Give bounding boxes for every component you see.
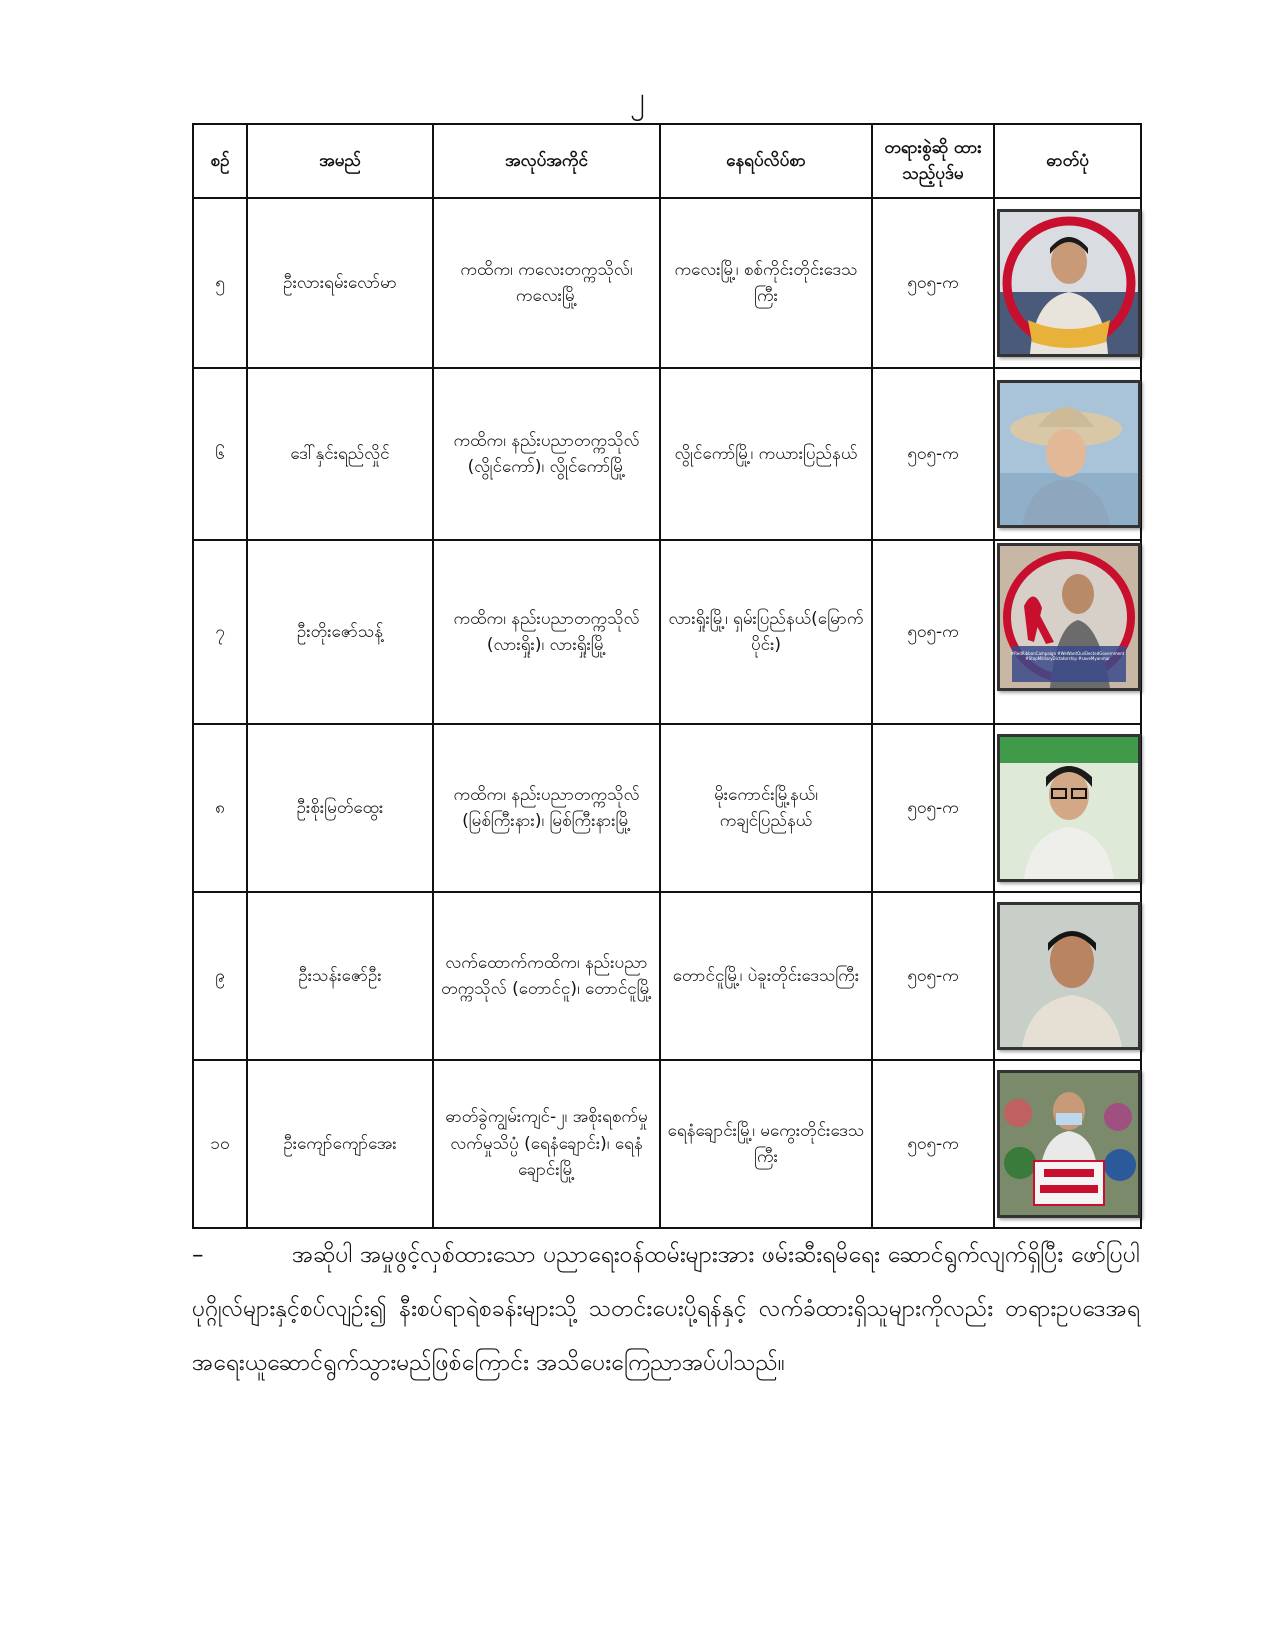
cell-name: ဦးလားရမ်းလော်မာ xyxy=(247,198,433,368)
cell-address: ရေနံချောင်းမြို့၊ မကွေးတိုင်းဒေသကြီး xyxy=(660,1060,872,1228)
table-row xyxy=(193,540,1141,724)
table-header-row xyxy=(193,124,1141,198)
wanted-staff-table xyxy=(192,123,1142,1229)
cell-charge: ၅၀၅-က xyxy=(872,724,994,892)
cell-serial: ၉ xyxy=(193,892,247,1060)
cell-address: တောင်ငူမြို့၊ ပဲခူးတိုင်းဒေသကြီး xyxy=(660,892,872,1060)
portrait-photo-icon xyxy=(997,902,1141,1050)
cell-serial: ၁၀ xyxy=(193,1060,247,1228)
cell-address: လွိုင်ကော်မြို့၊ ကယားပြည်နယ် xyxy=(660,368,872,540)
cell-address: မိုးကောင်းမြို့နယ်၊ ကချင်ပြည်နယ် xyxy=(660,724,872,892)
cell-occupation: လက်ထောက်ကထိက၊ နည်းပညာတက္ကသိုလ် (တောင်ငူ)၊ တောင်ငူမြို့ xyxy=(433,892,660,1060)
photo-caption: #RedRibbonCampaign #WeWantOurElectedGovernment #StopMilitaryDictatorship #saveMyanmar xyxy=(1010,651,1125,661)
paragraph-dash: – xyxy=(192,1242,204,1268)
header-occupation: အလုပ်အကိုင် xyxy=(433,124,660,198)
portrait-photo-icon xyxy=(997,734,1141,882)
cell-address: လားရှိုးမြို့၊ ရှမ်းပြည်နယ်(မြောက်ပိုင်း) xyxy=(660,540,872,724)
cell-photo xyxy=(994,540,1141,724)
cell-name: ဦးသန်းဇော်ဦး xyxy=(247,892,433,1060)
cell-photo xyxy=(994,724,1141,892)
header-address: နေရပ်လိပ်စာ xyxy=(660,124,872,198)
cell-serial: ၈ xyxy=(193,724,247,892)
page-number: ၂ xyxy=(630,81,645,116)
cell-photo xyxy=(994,368,1141,540)
header-photo: ဓာတ်ပုံ xyxy=(994,124,1141,198)
header-name: အမည် xyxy=(247,124,433,198)
header-charge: တရားစွဲဆို ထားသည့်ပုဒ်မ xyxy=(872,124,994,198)
cell-occupation: ကထိက၊ နည်းပညာတက္ကသိုလ် (လွိုင်ကော်)၊ လွိုင်ကော်မြို့ xyxy=(433,368,660,540)
table-row xyxy=(193,368,1141,540)
cell-occupation: ကထိက၊ နည်းပညာတက္ကသိုလ် (မြစ်ကြီးနား)၊ မြစ်ကြီးနားမြို့ xyxy=(433,724,660,892)
portrait-photo-icon xyxy=(997,380,1141,528)
cell-photo xyxy=(994,892,1141,1060)
cell-charge: ၅၀၅-က xyxy=(872,540,994,724)
cell-occupation: ကထိက၊ နည်းပညာတက္ကသိုလ် (လားရှိုး)၊ လားရှိုးမြို့ xyxy=(433,540,660,724)
cell-occupation: ကထိက၊ ကလေးတက္ကသိုလ်၊ ကလေးမြို့ xyxy=(433,198,660,368)
paragraph-text: အဆိုပါ အမှုဖွင့်လှစ်ထားသော ပညာရေးဝန်ထမ်းများအား ဖမ်းဆီးရမိရေး ဆောင်ရွက်လျက်ရှိပြီး ဖော်ပြပါပုဂ္ဂိုလ်များနှင့်စပ်လျဉ်း၍ နီးစပ်ရာရဲစခန်းများသို့ သတင်းပေးပို့ရန်နှင့် လက်ခံထားရှိသူများကိုလည်း တရားဥပဒေအရ အရေးယူဆောင်ရွက်သွားမည်ဖြစ်ကြောင်း အသိပေးကြေညာအပ်ပါသည်။ xyxy=(192,1242,1140,1376)
cell-address: ကလေးမြို့၊ စစ်ကိုင်းတိုင်းဒေသကြီး xyxy=(660,198,872,368)
table-row xyxy=(193,198,1141,368)
cell-serial: ၆ xyxy=(193,368,247,540)
table-row xyxy=(193,1060,1141,1228)
cell-charge: ၅၀၅-က xyxy=(872,368,994,540)
cell-serial: ၇ xyxy=(193,540,247,724)
table-row xyxy=(193,892,1141,1060)
cell-name: ဒေါ်နှင်းရည်လှိုင် xyxy=(247,368,433,540)
cell-charge: ၅၀၅-က xyxy=(872,1060,994,1228)
notice-paragraph xyxy=(192,1228,1140,1390)
protest-photo-icon xyxy=(997,1070,1141,1218)
table-row xyxy=(193,724,1141,892)
cell-occupation: ဓာတ်ခွဲကျွမ်းကျင်-၂၊ အစိုးရစက်မှုလက်မှုသိပ္ပံ (ရေနံချောင်း)၊ ရေနံချောင်းမြို့ xyxy=(433,1060,660,1228)
cell-name: ဦးကျော်ကျော်အေး xyxy=(247,1060,433,1228)
portrait-photo-icon xyxy=(997,209,1141,357)
cell-serial: ၅ xyxy=(193,198,247,368)
cell-photo xyxy=(994,1060,1141,1228)
header-serial: စဉ် xyxy=(193,124,247,198)
cell-charge: ၅၀၅-က xyxy=(872,198,994,368)
cell-name: ဦးစိုးမြတ်ထွေး xyxy=(247,724,433,892)
cell-name: ဦးတိုးဇော်သန့် xyxy=(247,540,433,724)
cell-photo xyxy=(994,198,1141,368)
cell-charge: ၅၀၅-က xyxy=(872,892,994,1060)
